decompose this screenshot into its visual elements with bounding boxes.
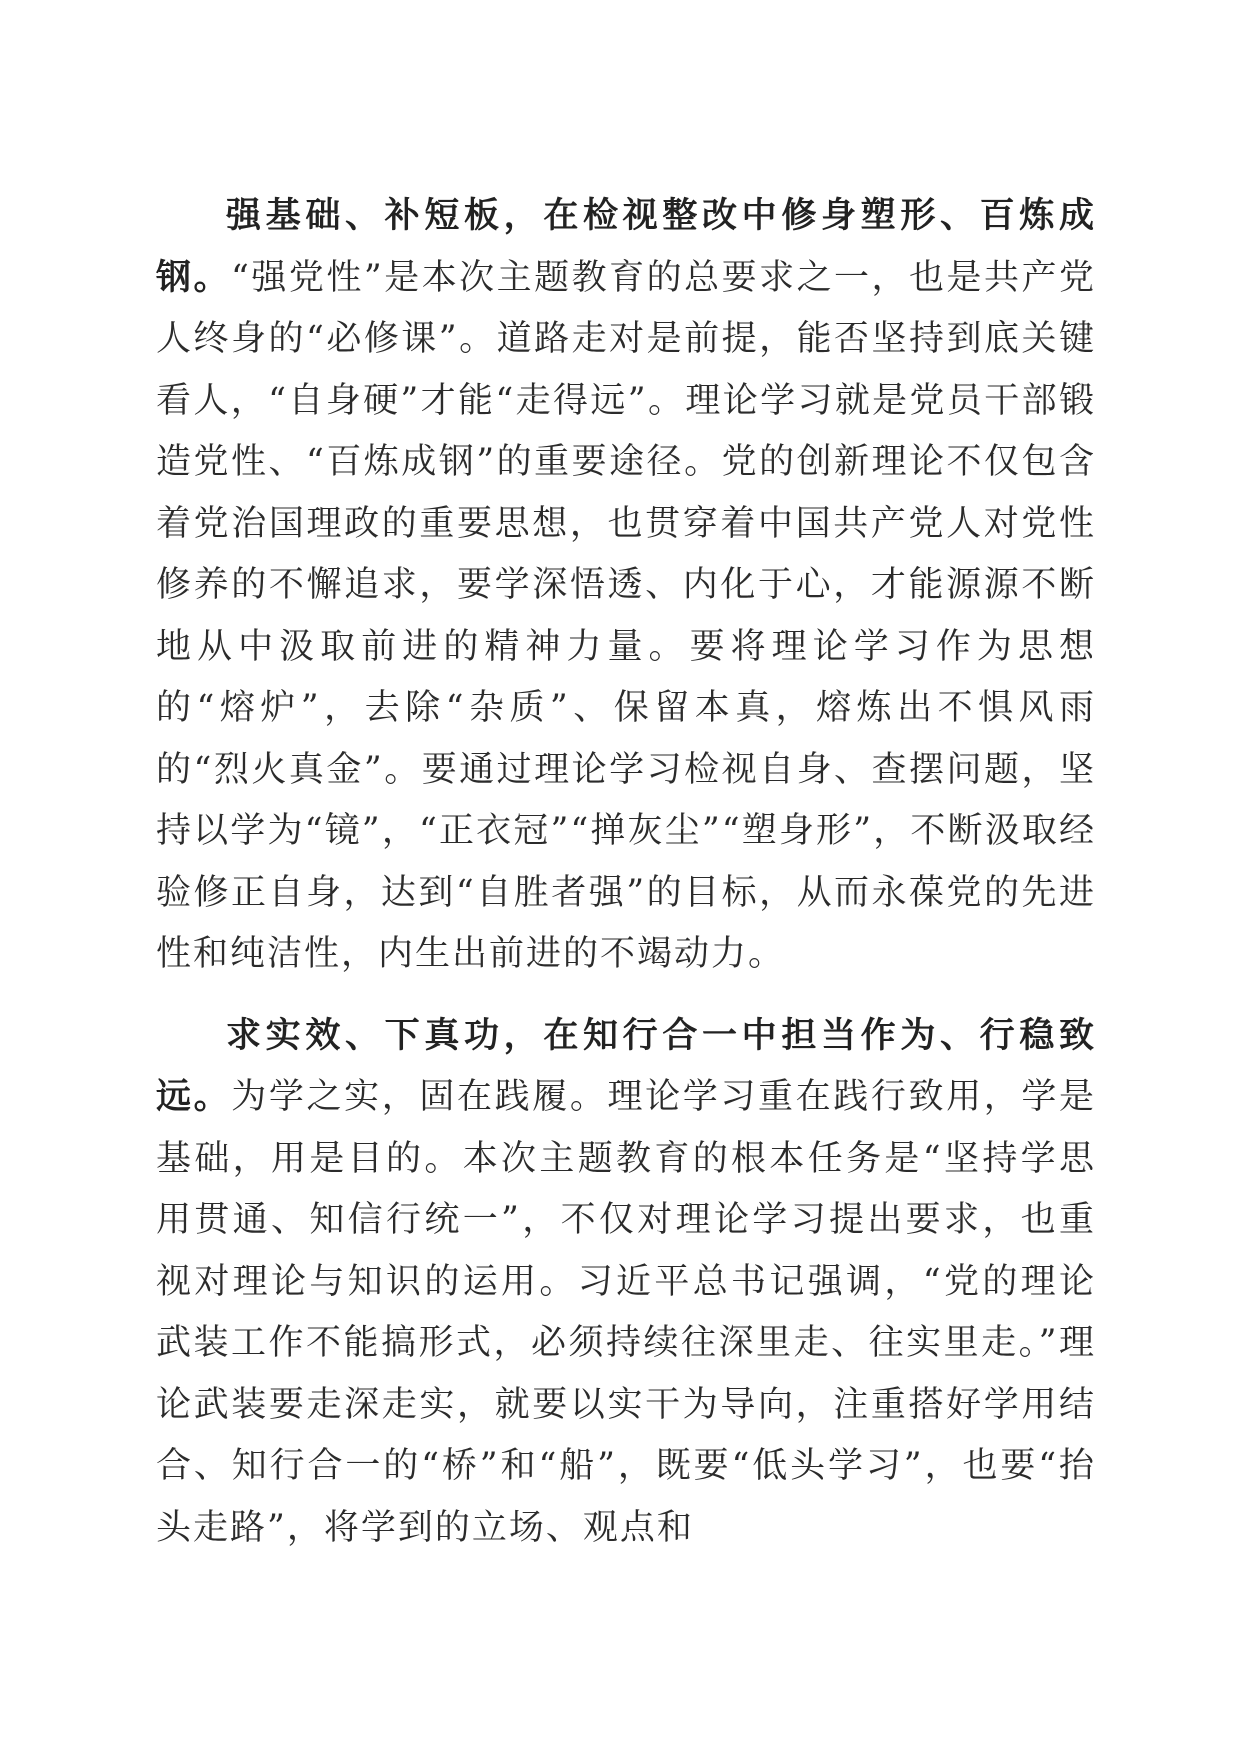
paragraph-body-text: “强党性”是本次主题教育的总要求之一，也是共产党人终身的“必修课”。道路走对是前提，能否坚持到底关键看人，“自身硬”才能“走得远”。理论学习就是党员干部锻造党性、“百炼成钢”的重要途径。党的创新理论不仅包含着党治国理政的重要思想，也贯穿着中国共产党人对党性修养的不懈追求，要学深悟透、内化于心，才能源源不断地从中汲取前进的精神力量。要将理论学习作为思想的“熔炉”，去除“杂质”、保留本真，熔炼出不惧风雨的“烈火真金”。要通过理论学习检视自身、查摆问题，坚持以学为“镜”，“正衣冠”“掸灰尘”“塑身形”，不断汲取经验修正自身，达到“自胜者强”的目标，从而永葆党的先进性和纯洁性，内生出前进的不竭动力。 <box>156 257 1096 974</box>
paragraph-practical-results <box>156 1006 1096 1560</box>
paragraph-strengthen-party-spirit <box>156 186 1096 986</box>
document-page <box>156 186 1096 1559</box>
paragraph-lead-heading: 求实效、下真功，在知行合一中担当作为、行稳致远。 <box>156 1015 1096 1117</box>
paragraph-lead-heading: 强基础、补短板，在检视整改中修身塑形、百炼成钢。 <box>156 196 1096 298</box>
paragraph-body-text: 为学之实，固在践履。理论学习重在践行致用，学是基础，用是目的。本次主题教育的根本任务是“坚持学思用贯通、知信行统一”，不仅对理论学习提出要求，也重视对理论与知识的运用。习近平总书记强调，“党的理论武装工作不能搞形式，必须持续往深里走、往实里走。”理论武装要走深走实，就要以实干为导向，注重搭好学用结合、知行合一的“桥”和“船”，既要“低头学习”，也要“抬头走路”，将学到的立场、观点和 <box>156 1077 1096 1548</box>
